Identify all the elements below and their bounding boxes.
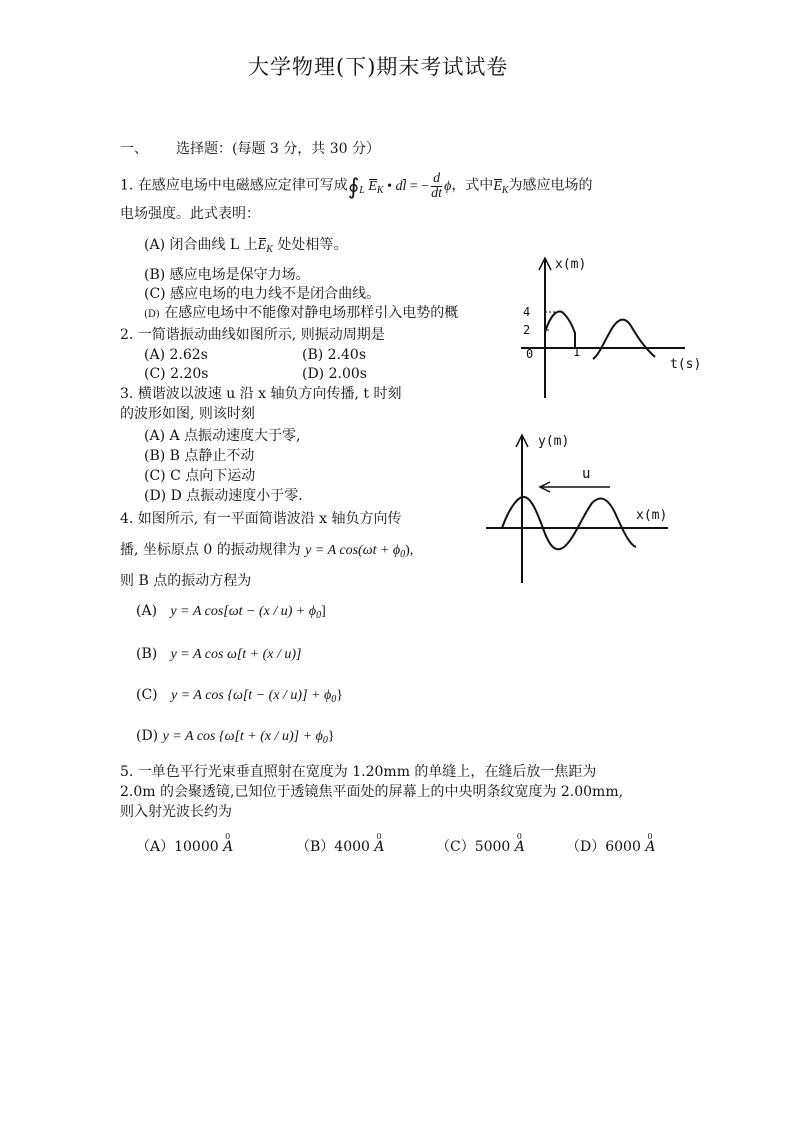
dot-operator: • — [387, 178, 392, 194]
section-number: 一、 — [120, 141, 148, 157]
q1-stem-c: 为感应电场的 — [508, 177, 593, 194]
q3-option-b: (B) B 点静止不动 — [144, 448, 255, 464]
angstrom-ring: 0 — [516, 832, 522, 841]
q4-option-d — [136, 727, 335, 750]
q1-ek-inline — [493, 179, 508, 194]
q4-option-c-formula-body: y = A cos {ω[t − (x / u)] + ϕ — [171, 688, 332, 703]
subscript-k-inline: K — [501, 184, 509, 196]
differential-d: d — [395, 178, 403, 194]
q2-option-b: (B) 2.40s — [302, 347, 367, 363]
graph1-origin: 0 — [526, 347, 534, 361]
fraction-numerator: d — [433, 171, 441, 186]
angstrom-letter: A — [374, 839, 385, 855]
graph1-tick-1: 1 — [573, 345, 581, 359]
q1-stem-a: 在感应电场中电磁感应定律可写成 — [137, 177, 348, 194]
q5-option-a — [136, 832, 234, 856]
q1-option-d-text: 在感应电场中不能像对静电场那样引入电势的概 — [164, 305, 459, 321]
q4-origin-formula — [305, 543, 413, 558]
q5-option-b — [296, 832, 385, 856]
graph1-y-label: x(m) — [555, 257, 587, 272]
q4-option-d-formula — [163, 729, 335, 744]
q4-option-d-formula-sub: 0 — [322, 735, 328, 746]
q4-option-c-formula-sub: 0 — [331, 694, 337, 705]
phi-symbol: ϕ — [444, 178, 452, 194]
q4-option-a-formula-end: ] — [321, 604, 326, 619]
q1-stem-line2: 电场强度。此式表明： — [120, 206, 260, 222]
q4-stem-line2-text: 播, 坐标原点 0 的振动规律为 — [120, 542, 301, 558]
q4-option-c — [136, 686, 343, 709]
q1-option-c: (C) 感应电场的电力线不是闭合曲线。 — [144, 286, 381, 302]
q4-stem-line2 — [120, 541, 413, 564]
graph1-curve-left — [545, 312, 575, 348]
q5-option-a-value: （A）10000 — [136, 839, 219, 855]
q1-formula — [347, 171, 452, 201]
angstrom-ring: 0 — [647, 832, 653, 841]
oscillation-graph — [505, 250, 710, 402]
q4-option-a-formula-body: y = A cos[ωt − (x / u) + ϕ — [170, 604, 317, 619]
wave-graph — [478, 425, 688, 587]
q2-stem: 2. 一简谐振动曲线如图所示, 则振动周期是 — [120, 327, 385, 343]
q4-option-d-formula-end: } — [327, 729, 335, 744]
section-label: 选择题：(每题 3 分，共 30 分） — [176, 141, 380, 157]
q5-option-d — [566, 832, 656, 856]
q4-origin-formula-end: ), — [405, 543, 414, 558]
derivative-fraction — [431, 172, 442, 201]
angstrom-letter: A — [223, 839, 234, 855]
q4-option-d-formula-body: y = A cos {ω[t + (x / u)] + ϕ — [162, 729, 323, 744]
subscript-k-option: K — [266, 244, 273, 255]
q1-option-b: (B) 感应电场是保守力场。 — [144, 267, 310, 283]
vector-l: l — [402, 178, 407, 194]
contour-integral-symbol: ∮ — [347, 173, 360, 199]
angstrom-ring: 0 — [225, 832, 231, 841]
q4-stem-line1: 4. 如图所示, 有一平面简谐波沿 x 轴负方向传 — [120, 511, 402, 527]
vector-e-inline: E — [493, 178, 502, 194]
q4-option-c-formula-end: } — [336, 688, 343, 703]
q1-stem — [120, 172, 593, 201]
q4-option-b — [136, 645, 302, 664]
q4-option-a-formula-sub: 0 — [316, 610, 322, 621]
graph1-tick-2: 2 — [523, 323, 531, 337]
q1-option-a — [144, 236, 347, 259]
q4-option-a-formula — [170, 604, 325, 619]
graph2-u-label: u — [582, 466, 591, 482]
q1-option-a-post: 处处相等。 — [277, 237, 348, 253]
q1-option-d — [144, 304, 458, 324]
graph1-curve-right — [593, 320, 655, 359]
angstrom-unit — [374, 832, 385, 856]
q5-line2: 2.0m 的会聚透镜,已知位于透镜焦平面处的屏幕上的中央明条纹宽度为 2.00mm, — [120, 784, 624, 800]
q4-origin-formula-body: y = A cos(ωt + ϕ — [305, 543, 401, 558]
q4-option-b-formula: y = A cos ω[t + (x / u)] — [170, 647, 302, 662]
q5-option-c-value: （C）5000 — [436, 839, 511, 855]
fraction-denominator: dt — [431, 186, 443, 201]
q3-stem-line2: 的波形如图, 则该时刻 — [120, 406, 255, 422]
q4-option-d-label: (D) — [136, 728, 159, 744]
q5-option-c — [436, 832, 525, 856]
graph2-x-label: x(m) — [636, 508, 668, 523]
q1-number: 1. — [120, 177, 134, 194]
q3-option-d: (D) D 点振动速度小于零. — [144, 488, 303, 504]
q3-option-a: (A) A 点振动速度大于零, — [144, 428, 301, 444]
q5-option-d-value: （D）6000 — [566, 839, 641, 855]
angstrom-letter: A — [645, 839, 656, 855]
graph1-x-label: t(s) — [670, 357, 702, 372]
q2-option-c: (C) 2.20s — [144, 366, 209, 382]
graph2-y-label: y(m) — [538, 434, 570, 449]
angstrom-unit — [645, 832, 656, 856]
q4-stem-line3: 则 B 点的振动方程为 — [120, 573, 252, 589]
q2-option-a: (A) 2.62s — [144, 347, 208, 363]
integral-limit: L — [359, 184, 365, 196]
subscript-k: K — [376, 184, 384, 196]
q3-stem-line1: 3. 横谐波以波速 u 沿 x 轴负方向传播, t 时刻 — [120, 386, 402, 402]
angstrom-letter: A — [514, 839, 525, 855]
equals-minus: = − — [409, 178, 430, 194]
q4-option-c-formula — [171, 688, 343, 703]
vector-e: E — [368, 178, 377, 194]
q3-option-c: (C) C 点向下运动 — [144, 468, 256, 484]
q5-option-b-value: （B）4000 — [296, 839, 370, 855]
q1-stem-b: ，式中 — [451, 177, 494, 194]
q5-line3: 则入射光波长约为 — [120, 804, 232, 820]
q4-option-a-label: (A) — [136, 603, 158, 619]
q4-option-a — [136, 602, 326, 625]
q5-line1: 5. 一单色平行光束垂直照射在宽度为 1.20mm 的单缝上，在缝后放一焦距为 — [120, 764, 597, 780]
angstrom-ring: 0 — [376, 832, 382, 841]
q1-option-a-pre: (A) 闭合曲线 L 上 — [144, 237, 258, 253]
vector-e-option: E — [257, 238, 267, 253]
q4-option-c-label: (C) — [136, 687, 158, 703]
angstrom-unit — [223, 832, 234, 856]
q4-origin-formula-sub: 0 — [400, 549, 406, 560]
q4-option-b-label: (B) — [136, 646, 158, 662]
graph1-tick-4: 4 — [523, 305, 531, 319]
q2-option-d: (D) 2.00s — [302, 366, 367, 382]
page-title: 大学物理(下)期末考试试卷 — [248, 55, 509, 79]
angstrom-unit — [514, 832, 525, 856]
q1-option-d-label: (D) — [144, 309, 160, 320]
